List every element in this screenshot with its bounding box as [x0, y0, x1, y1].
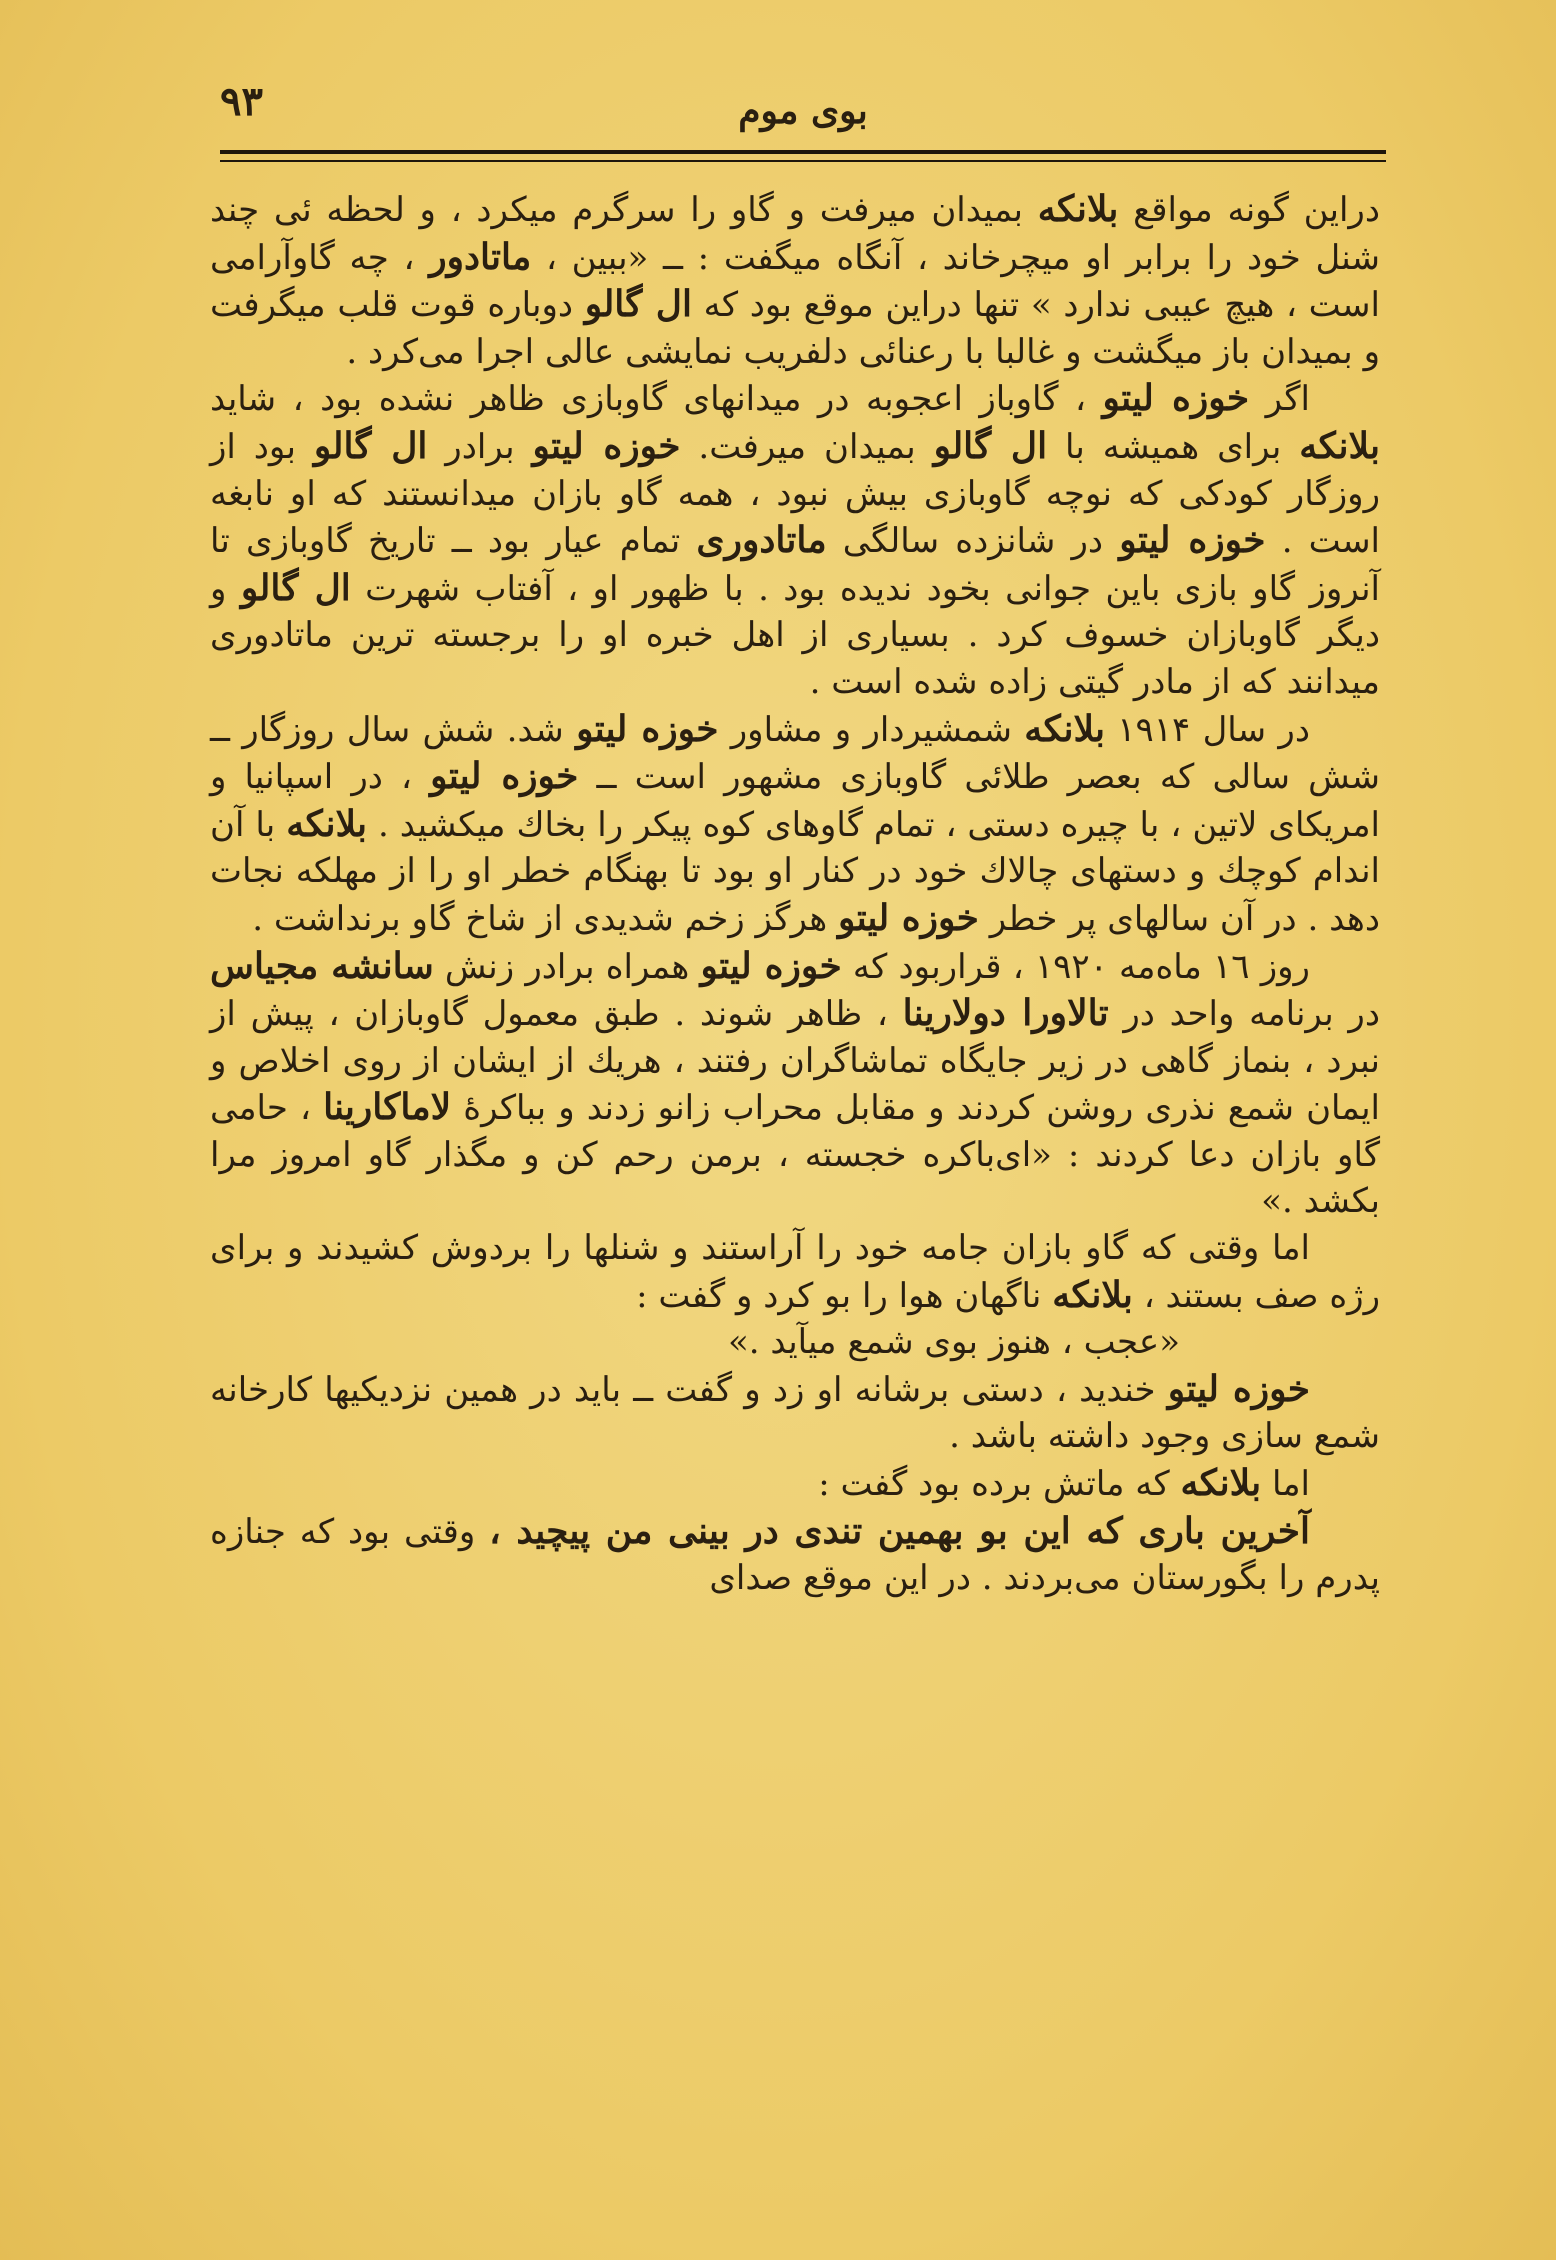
paragraph-6: [210, 1319, 1380, 1366]
text-run: در شانزده سالگی: [826, 521, 1120, 562]
text-run: همراه برادر زنش: [433, 946, 701, 987]
paragraph-5: [210, 1225, 1380, 1319]
bold-name: آخرین باری که این بو بهمین تندی در بینی من پیچید ،: [489, 1509, 1311, 1552]
text-run: ، ظاهر شوند . طبق معمول گاوبازان ، پیش از نبرد ، بنماز گاهی در زیر جایگاه تماشاگران رفتند ، هریك از ایشان از روی اخلاص و ایمان شمع نذری روشن کردند و مقابل محراب زانو زدند و بباکرهٔ: [210, 994, 1380, 1129]
paragraph-3: [210, 706, 1380, 943]
bold-name: خوزه لیتو: [837, 896, 979, 939]
paragraph-1: [210, 186, 1380, 375]
text-run: اما: [1261, 1464, 1310, 1505]
bold-name: ال گالو: [313, 424, 428, 467]
text-run: دوباره قوت قلب میگرفت و بمیدان باز میگشت و غالبا با رعنائی دلفریب نمایشی عالی اجرا می‌کرد .: [210, 285, 1380, 372]
text-run: در برنامه واحد در: [1108, 994, 1380, 1035]
page-number: ۹۳: [220, 78, 263, 125]
text-run: روز ١٦ ماه‌مه ١٩٢٠ ، قراربود که: [841, 946, 1310, 987]
text-run: شد. شش سال روزگار ــ شش سالی که بعصر طلائی گاوبازی مشهور است ــ: [210, 709, 1380, 798]
text-run: برادر: [427, 426, 533, 467]
text-run: اگر: [1249, 379, 1310, 420]
bold-name: بلانکه: [1024, 707, 1105, 750]
text-run: که ماتش برده بود گفت :: [818, 1464, 1181, 1505]
text-run: دراین گونه مواقع: [1118, 190, 1380, 230]
bold-name: خوزه لیتو: [1102, 377, 1250, 420]
body-text: [210, 186, 1380, 1602]
paragraph-4: [210, 943, 1380, 1226]
bold-name: تالاورا دولارینا: [902, 992, 1109, 1035]
text-run: و دیگر گاوبازان خسوف کرد . بسیاری از اهل خبره او را برجسته ترین ماتادوری میدانند که از مادر گیتی زاده شده است .: [210, 568, 1380, 702]
paragraph-9: [210, 1508, 1380, 1602]
paragraph-8: [210, 1460, 1380, 1508]
bold-name: بلانکه: [1299, 424, 1380, 467]
bold-name: بلانکه: [286, 802, 367, 845]
paragraph-7: [210, 1366, 1380, 1460]
text-run: خندید ، دستی برشانه او زد و گفت ــ باید در همین نزدیکیها کارخانه شمع سازی وجود داشته باشد .: [210, 1369, 1380, 1457]
paragraph-2: [210, 375, 1380, 705]
text-run: بمیدان میرفت و گاو را سرگرم میکرد ، و لحظه ئی چند شنل خود را برابر او میچرخاند ، آنگاه میگفت : ــ «ببین ،: [210, 190, 1380, 278]
text-run: شمشیردار و مشاور: [718, 709, 1025, 750]
bold-name: بلانکه: [1180, 1462, 1262, 1505]
bold-name: لاماکارینا: [323, 1086, 452, 1129]
header-rule-thick: [220, 150, 1386, 154]
text-run: وقتی بود که جنازه پدرم را بگورستان می‌بردند . در این موقع صدای: [210, 1511, 1380, 1599]
text-run: در سال ۱۹۱۴: [1104, 709, 1310, 750]
bold-name: ال گالو: [584, 283, 692, 326]
bold-name: ماتادور: [429, 235, 532, 278]
text-run: ، چه گاوآرامی است ، هیچ عیبی ندارد » تنها دراین موقع بود که: [210, 237, 1380, 326]
text-run: با آن اندام کوچك و دستهای چالاك خود در کنار او بود تا بهنگام خطر او را از مهلکه نجات دهد . در آن سالهای پر خطر: [210, 804, 1380, 939]
text-run: ، در اسپانیا و امریکای لاتین ، با چیره دستی ، تمام گاوهای کوه پیکر را بخاك میکشید .: [210, 757, 1380, 845]
text-run: اما وقتی که گاو بازان جامه خود را آراستند و شنلها را بردوش کشیدند و برای رژه صف بستند ،: [210, 1228, 1380, 1316]
page-header: [220, 72, 1386, 142]
text-run: بمیدان میرفت.: [680, 426, 934, 467]
bold-name: خوزه لیتو: [576, 707, 719, 750]
text-run: ، حامی گاو بازان دعا کردند : «ای‌باکره خجسته ، برمن رحم کن و مگذار گاو امروز مرا بکشد .»: [210, 1088, 1380, 1222]
running-title: بوی موم: [738, 90, 868, 132]
text-run: ناگهان هوا را بو کرد و گفت :: [636, 1275, 1053, 1316]
text-run: تمام عیار بود ــ تاریخ گاوبازی تا آنروز گاو بازی باین جوانی بخود ندیده بود . با ظهور او ، آفتاب شهرت: [210, 521, 1381, 609]
bold-name: خوزه لیتو: [532, 424, 681, 467]
text-run: ، گاوباز اعجوبه در میدانهای گاوبازی ظاهر نشده بود ، شاید: [210, 379, 1103, 420]
bold-name: ماتادوری: [696, 519, 827, 562]
text-run: برای همیشه با: [1047, 426, 1300, 467]
bold-name: خوزه لیتو: [1119, 519, 1266, 562]
bold-name: خوزه لیتو: [1167, 1367, 1310, 1410]
bold-name: بلانکه: [1052, 1273, 1133, 1316]
text-run: هرگز زخم شدیدی از شاخ گاو برنداشت .: [252, 898, 838, 939]
bold-name: خوزه لیتو: [700, 944, 842, 987]
bold-name: بلانکه: [1037, 188, 1119, 230]
bold-name: ال گالو: [933, 424, 1048, 467]
header-rule-thin: [220, 160, 1386, 162]
text-run: بود از روزگار کودکی که نوچه گاوبازی بیش نبود ، همه گاو بازان میدانستند که او نابغه است .: [210, 426, 1380, 562]
bold-name: سانشه مجیاس: [210, 944, 434, 987]
text-run: «عجب ، هنوز بوی شمع میآید .»: [727, 1322, 1180, 1363]
bold-name: خوزه لیتو: [430, 755, 579, 798]
bold-name: ال گالو: [240, 566, 351, 609]
